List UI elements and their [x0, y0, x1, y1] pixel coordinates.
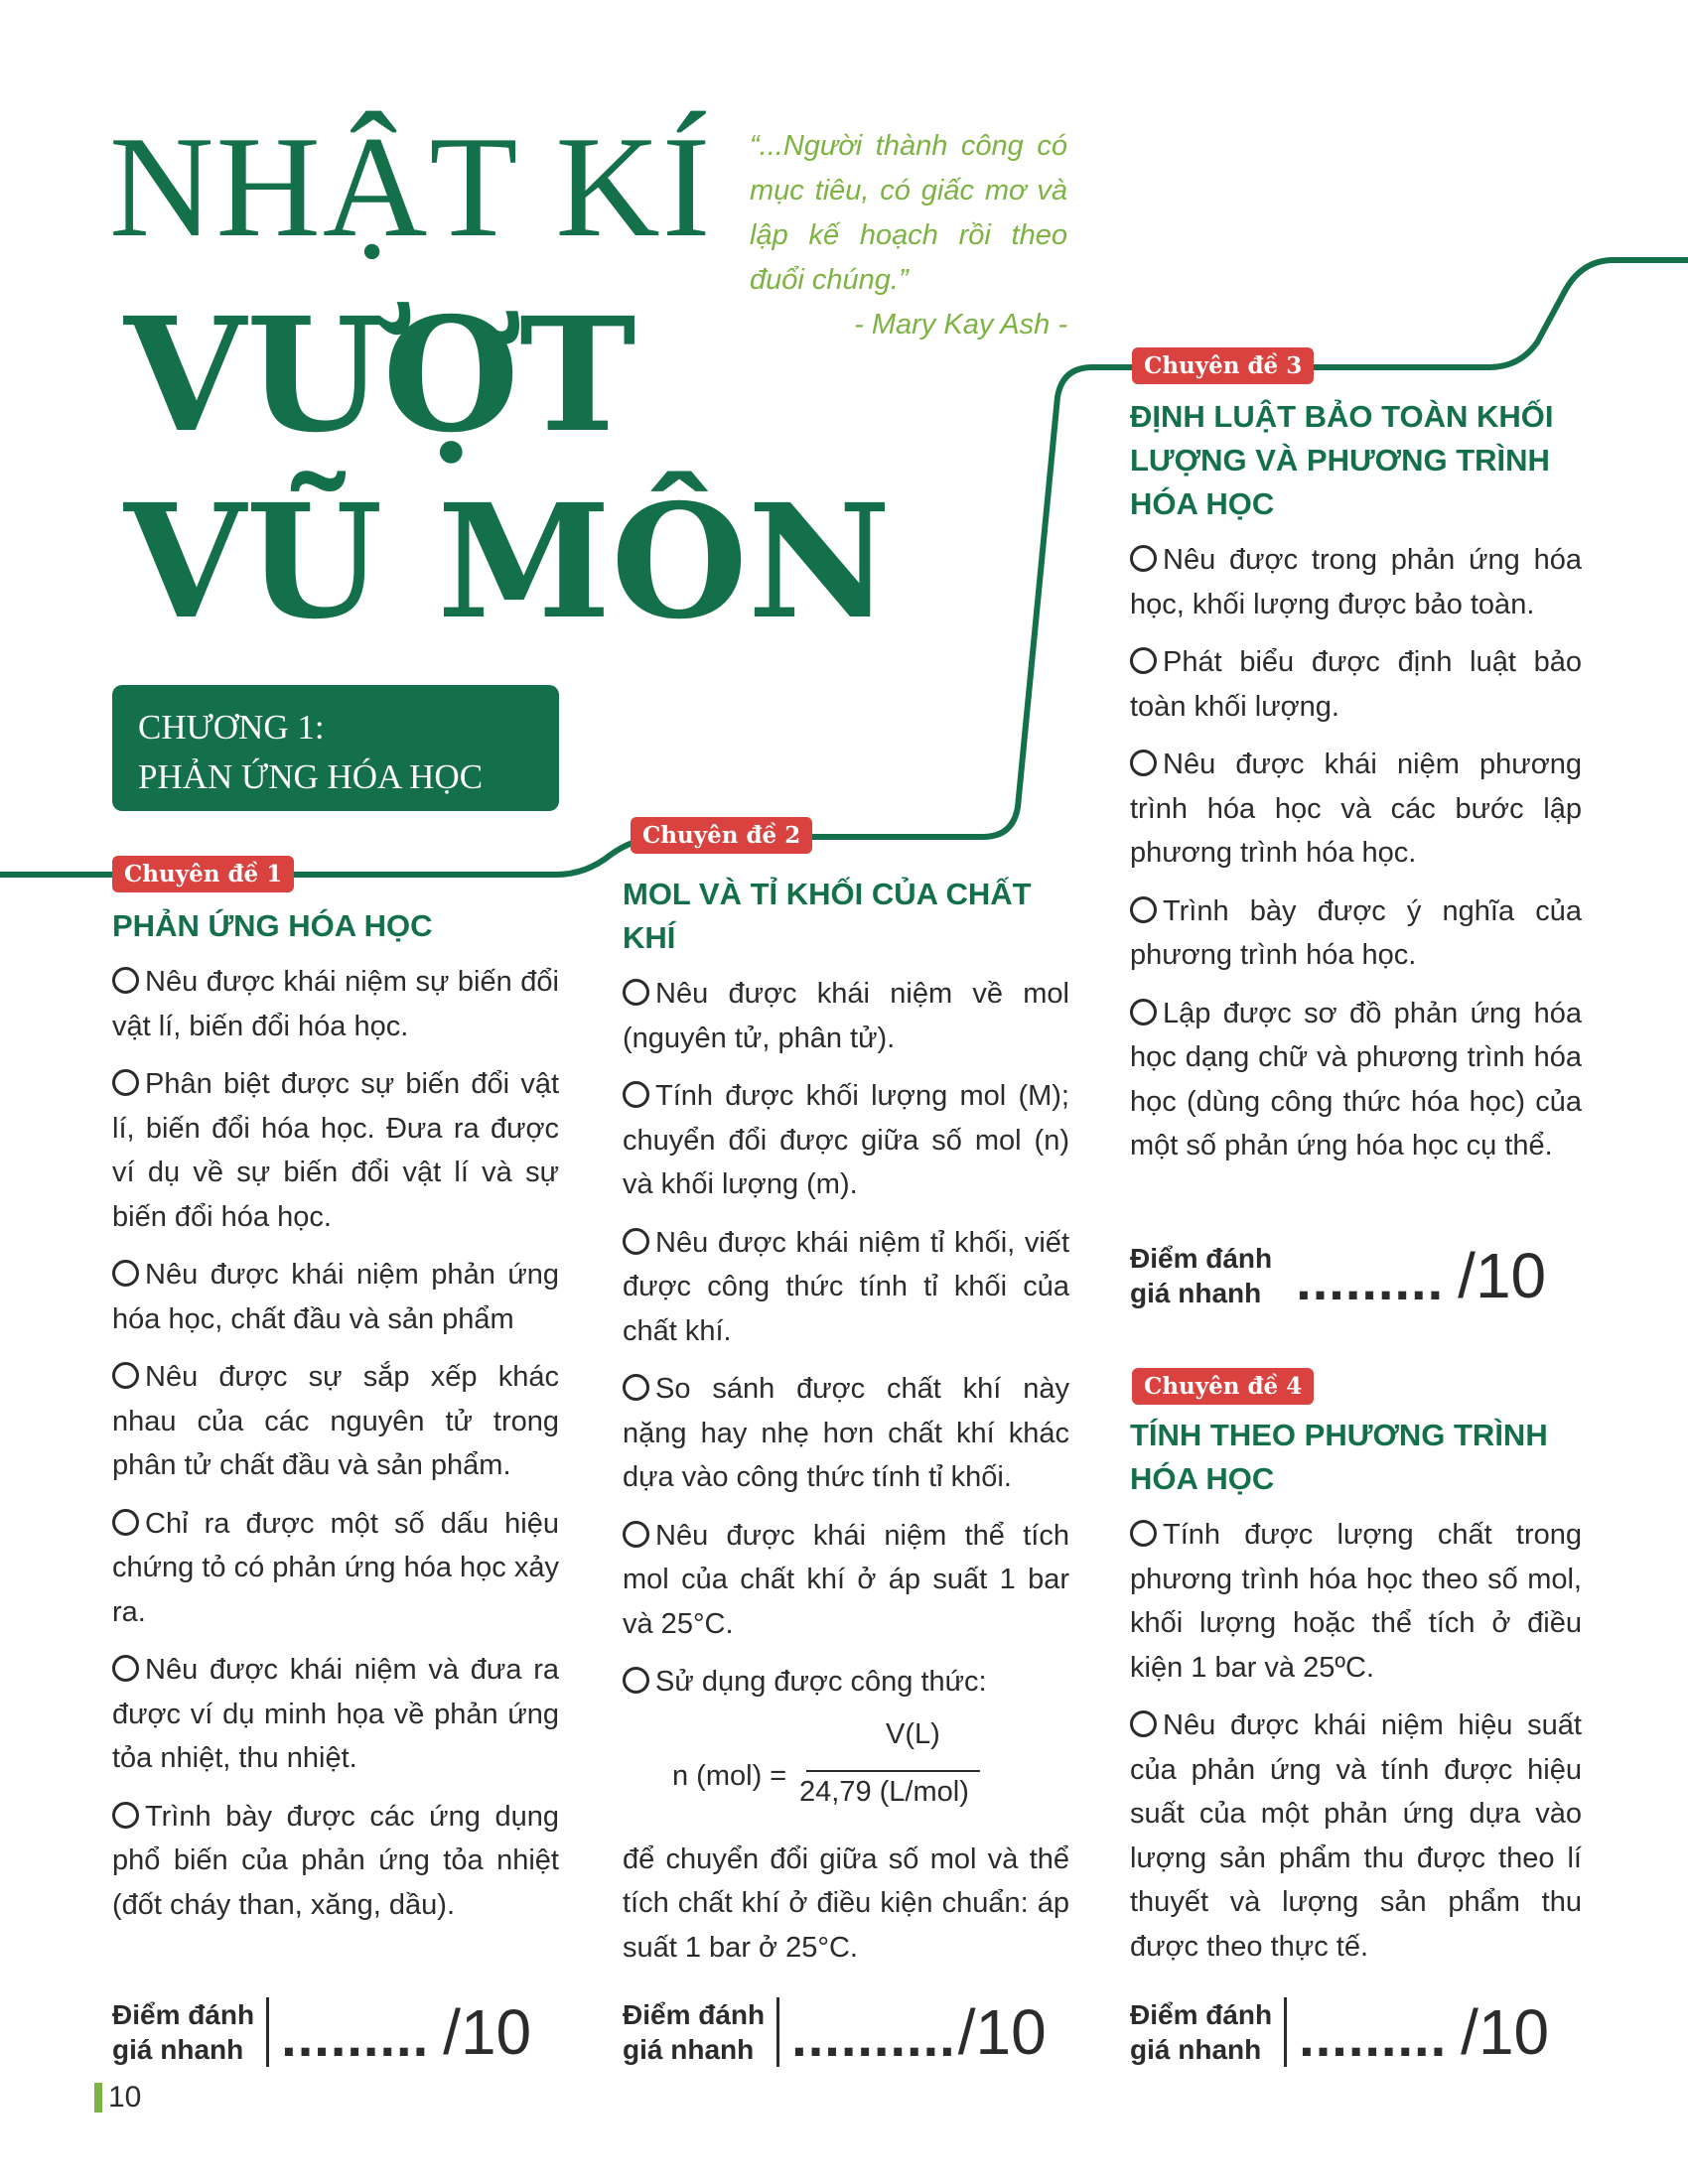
formula-numerator: V(L) — [886, 1717, 940, 1750]
checkbox-circle-icon[interactable] — [1130, 896, 1157, 923]
checklist-item[interactable] — [623, 1660, 1069, 1705]
score-label: Điểm đánh giá nhanh — [1130, 1997, 1287, 2067]
chapter-title: PHẢN ỨNG HÓA HỌC — [138, 757, 484, 796]
topic-2 — [623, 873, 1069, 1983]
title-line-2: VƯỢT — [124, 284, 636, 468]
checklist-item-text: Nêu được khái niệm phản ứng hóa học, chất đầu và sản phẩm — [112, 1259, 559, 1335]
checklist-item-text: Nêu được sự sắp xếp khác nhau của các nguyên tử trong phân tử chất đầu và sản phẩm. — [112, 1361, 559, 1481]
checklist-item-text: Nêu được khái niệm phương trình hóa học và các bước lập phương trình hóa học. — [1130, 749, 1582, 869]
checklist-item-text: Chỉ ra được một số dấu hiệu chứng tỏ có phản ứng hóa học xảy ra. — [112, 1507, 559, 1628]
checklist-item[interactable] — [1130, 640, 1582, 729]
checklist-item-text: Phân biệt được sự biến đổi vật lí, biến đổi hóa học. Đưa ra được ví dụ về sự biến đổi vật lí và sự biến đổi hóa học. — [112, 1068, 559, 1233]
checklist-item-text: Nêu được khái niệm sự biến đổi vật lí, biến đổi hóa học. — [112, 966, 559, 1042]
checkbox-circle-icon[interactable] — [112, 1069, 139, 1096]
checkbox-circle-icon[interactable] — [623, 1228, 649, 1255]
checkbox-circle-icon[interactable] — [623, 1521, 649, 1548]
checkbox-circle-icon[interactable] — [112, 1655, 139, 1682]
topic-3-badge: Chuyên đề 3 — [1132, 347, 1314, 384]
page-marker — [94, 2083, 102, 2113]
checklist-item[interactable] — [623, 972, 1069, 1060]
mol-formula — [623, 1718, 1069, 1838]
formula-lhs: n (mol) = — [672, 1759, 787, 1792]
quote — [750, 124, 1067, 347]
checklist-item[interactable] — [1130, 889, 1582, 978]
checklist-item-text: Lập được sơ đồ phản ứng hóa học dạng chữ và phương trình hóa học (dùng công thức hóa học) của một số phản ứng hóa học cụ thể. — [1130, 997, 1582, 1161]
checkbox-circle-icon[interactable] — [1130, 750, 1157, 776]
checklist-item[interactable] — [1130, 538, 1582, 626]
checklist-item-text: Trình bày được ý nghĩa của phương trình hóa học. — [1130, 894, 1582, 971]
checkbox-circle-icon[interactable] — [112, 967, 139, 994]
checkbox-circle-icon[interactable] — [112, 1509, 139, 1536]
topic-4 — [1130, 1414, 1582, 1982]
topic-4-title: TÍNH THEO PHƯƠNG TRÌNH HÓA HỌC — [1130, 1418, 1548, 1496]
checklist-item[interactable] — [112, 1062, 559, 1239]
formula-fraction-bar — [806, 1770, 980, 1772]
topic-3-title: ĐỊNH LUẬT BẢO TOÀN KHỐI LƯỢNG VÀ PHƯƠNG TRÌNH HÓA HỌC — [1130, 399, 1554, 521]
topic-2-score — [623, 1997, 1047, 2067]
score-input-dots[interactable]: .......... — [791, 2005, 956, 2068]
checkbox-circle-icon[interactable] — [623, 1081, 649, 1108]
topic-3-score — [1130, 1241, 1546, 1310]
score-max: /10 — [443, 1996, 532, 2068]
checklist-item-text: Tính được khối lượng mol (M); chuyển đổi được giữa số mol (n) và khối lượng (m). — [623, 1080, 1069, 1200]
topic-1-title: PHẢN ỨNG HÓA HỌC — [112, 908, 433, 943]
title-line-3: VŨ MÔN — [124, 471, 892, 654]
checklist-item-text: Nêu được khái niệm hiệu suất của phản ứng và tính được hiệu suất của một phản ứng dựa vào lượng sản phẩm thu được theo lí thuyết và lượng sản phẩm thu được theo thực tế. — [1130, 1709, 1582, 1963]
checkbox-circle-icon[interactable] — [623, 1374, 649, 1401]
checklist-item-text: Nêu được khái niệm thể tích mol của chất khí ở áp suất 1 bar và 25°C. — [623, 1519, 1069, 1640]
checklist-item[interactable] — [623, 1514, 1069, 1647]
checkbox-circle-icon[interactable] — [623, 979, 649, 1006]
checklist-item-text: Trình bày được các ứng dụng phổ biến của phản ứng tỏa nhiệt (đốt cháy than, xăng, dầu). — [112, 1800, 559, 1921]
chapter-box — [112, 685, 559, 811]
checklist-item[interactable] — [623, 1221, 1069, 1354]
topic-1-badge: Chuyên đề 1 — [112, 856, 294, 892]
checklist-item[interactable] — [112, 1795, 559, 1928]
checkbox-circle-icon[interactable] — [112, 1362, 139, 1389]
checklist-item[interactable] — [112, 960, 559, 1048]
checklist-item-text: Nêu được khái niệm và đưa ra được ví dụ minh họa về phản ứng tỏa nhiệt, thu nhiệt. — [112, 1654, 559, 1774]
checklist-item-text: Nêu được khái niệm tỉ khối, viết được công thức tính tỉ khối của chất khí. — [623, 1226, 1069, 1347]
checkbox-circle-icon[interactable] — [623, 1667, 649, 1694]
topic-2-title: MOL VÀ TỈ KHỐI CỦA CHẤT KHÍ — [623, 877, 1032, 955]
checklist-item[interactable] — [1130, 992, 1582, 1168]
checklist-item-text: Nêu được trong phản ứng hóa học, khối lượng được bảo toàn. — [1130, 544, 1582, 620]
formula-denominator: 24,79 (L/mol) — [799, 1775, 969, 1808]
score-input-dots[interactable]: ......... — [281, 2005, 430, 2068]
checklist-item-text: Sử dụng được công thức: — [655, 1666, 987, 1698]
checklist-item-text: Tính được lượng chất trong phương trình hóa học theo số mol, khối lượng hoặc thể tích ở điều kiện 1 bar và 25ºC. — [1130, 1519, 1582, 1684]
checkbox-circle-icon[interactable] — [1130, 1520, 1157, 1547]
checklist-item[interactable] — [1130, 743, 1582, 876]
score-input-dots[interactable]: ......... — [1296, 1249, 1445, 1311]
topic-4-score — [1130, 1997, 1549, 2067]
title-line-1: NHẬT KÍ — [109, 106, 713, 267]
formula-explanation: để chuyển đổi giữa số mol và thể tích chất khí ở điều kiện chuẩn: áp suất 1 bar ở 25°C. — [623, 1843, 1069, 1964]
topic-4-badge: Chuyên đề 4 — [1132, 1368, 1314, 1405]
page-number — [94, 2081, 141, 2115]
score-label: Điểm đánh giá nhanh — [1130, 1243, 1273, 1308]
quote-author: - Mary Kay Ash - — [854, 309, 1067, 341]
score-max: /10 — [957, 1996, 1047, 2068]
topic-2-badge: Chuyên đề 2 — [631, 817, 812, 854]
chapter-number: CHƯƠNG 1: — [138, 708, 325, 747]
checklist-item-text: Nêu được khái niệm về mol (nguyên tử, phân tử). — [623, 978, 1069, 1054]
score-max: /10 — [1458, 1240, 1547, 1311]
checklist-item[interactable] — [112, 1648, 559, 1781]
checklist-item[interactable] — [112, 1502, 559, 1635]
checkbox-circle-icon[interactable] — [1130, 1710, 1157, 1737]
score-input-dots[interactable]: ......... — [1299, 2005, 1448, 2068]
score-max: /10 — [1461, 1996, 1550, 2068]
page-number-text: 10 — [108, 2081, 142, 2114]
checkbox-circle-icon[interactable] — [1130, 647, 1157, 674]
checklist-item[interactable] — [112, 1355, 559, 1488]
checklist-item-text: So sánh được chất khí này nặng hay nhẹ hơn chất khí khác dựa vào công thức tính tỉ khối. — [623, 1373, 1069, 1493]
topic-1-score — [112, 1997, 531, 2067]
checklist-item[interactable] — [623, 1367, 1069, 1500]
topic-1 — [112, 904, 559, 1941]
checkbox-circle-icon[interactable] — [112, 1802, 139, 1829]
checklist-item-text: Phát biểu được định luật bảo toàn khối lượng. — [1130, 646, 1582, 723]
topic-3 — [1130, 395, 1582, 1182]
quote-text: “...Người thành công có mục tiêu, có giấc mơ và lập kế hoạch rồi theo đuổi chúng.” — [750, 130, 1067, 296]
checklist-item[interactable] — [112, 1253, 559, 1341]
checkbox-circle-icon[interactable] — [112, 1260, 139, 1287]
checklist-item[interactable] — [1130, 1513, 1582, 1690]
checklist-item[interactable] — [1130, 1704, 1582, 1969]
score-label: Điểm đánh giá nhanh — [112, 1997, 269, 2067]
checkbox-circle-icon[interactable] — [1130, 999, 1157, 1025]
checkbox-circle-icon[interactable] — [1130, 545, 1157, 572]
checklist-item[interactable] — [623, 1074, 1069, 1207]
score-label: Điểm đánh giá nhanh — [623, 1997, 779, 2067]
